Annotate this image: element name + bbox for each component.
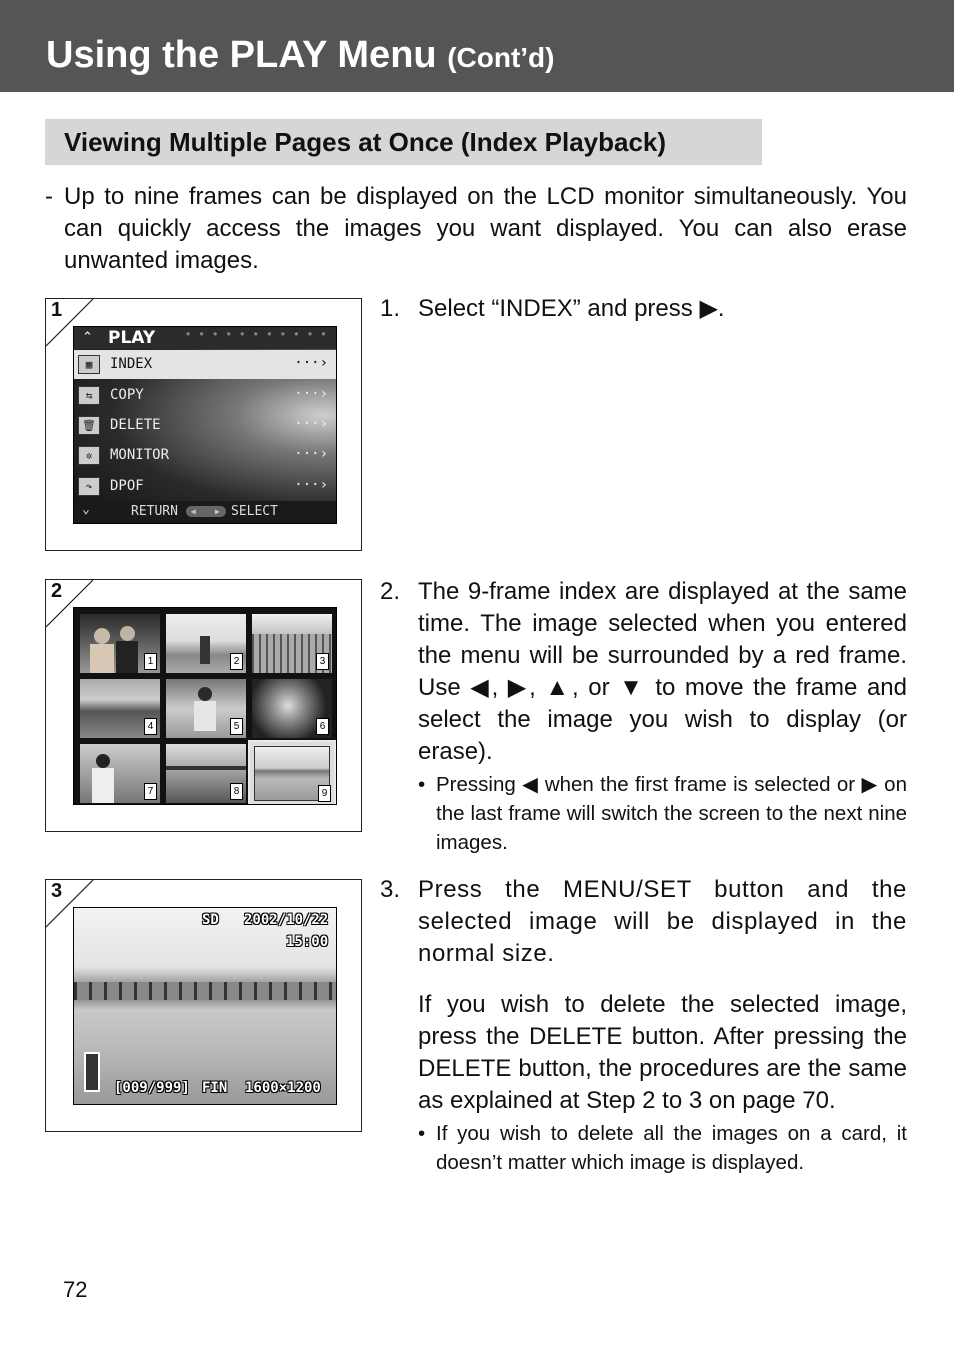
index-thumbnail[interactable]: [166, 744, 246, 803]
time-label: 15:00: [286, 934, 329, 950]
intro-text: Up to nine frames can be displayed on the LCD monitor simultaneously. You can quickly access the images you want displayed. You can also erase unwanted images.: [64, 183, 907, 274]
step-number: 1.: [380, 295, 401, 322]
menu-title: PLAY: [108, 328, 156, 348]
figure-2: [45, 579, 362, 832]
quality-label: FIN: [202, 1080, 228, 1096]
step-text: The 9-frame index are displayed at the same time. The image selected when you entered the menu will be surrounded by a red frame. Use ◀, ▶, ▲, or ▼ to move the frame and select the image you wish to display (or erase).: [418, 578, 907, 765]
step-text: Select “INDEX” and press ▶.: [418, 295, 725, 322]
monitor-icon: ✲: [78, 446, 100, 465]
menu-item-dpof[interactable]: [74, 472, 336, 501]
index-thumbnail[interactable]: [166, 679, 246, 738]
chevron-up-icon: ⌃: [82, 329, 93, 344]
select-label: SELECT: [231, 504, 278, 519]
menu-item-label: DPOF: [110, 478, 144, 494]
index-thumbnail[interactable]: [252, 679, 332, 738]
frame-number: 5: [230, 718, 243, 735]
media-label: SD: [202, 912, 219, 928]
bullet-mark: •: [418, 1122, 426, 1145]
frame-number: 9: [318, 785, 331, 802]
lcd-menu-screen: [73, 326, 337, 524]
note-text: Pressing ◀ when the first frame is selected or ▶ on the last frame will switch the screen to the next nine images.: [436, 773, 907, 854]
frame-number: 3: [316, 653, 329, 670]
step-number: 2.: [380, 578, 401, 605]
page-number: 72: [63, 1277, 88, 1302]
arrow-right-icon: ···›: [294, 386, 328, 402]
figure-3: [45, 879, 362, 1132]
frame-number: 6: [316, 718, 329, 735]
trash-icon: 🗑: [78, 416, 100, 435]
menu-item-copy[interactable]: [74, 381, 336, 410]
lcd-photo-screen: [73, 907, 337, 1105]
copy-icon: ⇆: [78, 386, 100, 405]
dpof-icon: ↷: [78, 477, 100, 496]
menu-item-index[interactable]: [74, 350, 336, 379]
dpad-lr-icon: ◀ ▶: [186, 506, 226, 517]
menu-title-bar: [74, 327, 336, 349]
frame-number: 8: [230, 783, 243, 800]
bullet-mark: •: [418, 773, 426, 796]
step-note: [418, 770, 907, 857]
figure-number: 2: [51, 580, 63, 602]
index-thumbnail[interactable]: [252, 614, 332, 673]
frame-number: 4: [144, 718, 157, 735]
page-title: Using the PLAY Menu (Cont’d): [46, 34, 555, 76]
intro-paragraph: [45, 181, 907, 277]
intro-dash: -: [45, 183, 53, 210]
index-thumbnail[interactable]: [80, 679, 160, 738]
menu-item-label: COPY: [110, 387, 144, 403]
arrow-right-icon: ···›: [294, 477, 328, 493]
date-label: 2002/10/22: [244, 912, 329, 928]
lcd-index-screen: [73, 607, 337, 805]
menu-item-monitor[interactable]: [74, 441, 336, 470]
index-thumbnail[interactable]: [80, 614, 160, 673]
menu-item-label: DELETE: [110, 417, 161, 433]
menu-item-label: INDEX: [110, 356, 153, 372]
note-text: If you wish to delete all the images on a card, it doesn’t matter which image is displayed.: [436, 1122, 907, 1174]
frame-number: 1: [144, 653, 157, 670]
figure-1: [45, 298, 362, 551]
section-title: Viewing Multiple Pages at Once (Index Playback): [64, 127, 667, 157]
page-subtitle: (Cont’d): [447, 42, 555, 73]
page-header: [0, 0, 954, 92]
menu-item-delete[interactable]: [74, 411, 336, 440]
index-icon: ▦: [78, 355, 100, 374]
battery-icon: [84, 1052, 100, 1092]
step-3: [380, 874, 907, 1177]
menu-item-label: MONITOR: [110, 447, 170, 463]
index-thumbnail[interactable]: [166, 614, 246, 673]
section-heading-bar: [45, 119, 762, 165]
figure-number: 1: [51, 299, 63, 321]
arrow-right-icon: ···›: [294, 446, 328, 462]
arrow-right-icon: ···›: [294, 416, 328, 432]
bridge-shape: [74, 982, 336, 1000]
step-text: Press the MENU/SET button and the selected image will be displayed in the normal size.: [418, 876, 907, 967]
index-thumbnail[interactable]: [80, 744, 160, 803]
step-1: [380, 293, 907, 325]
menu-dots-decoration: • • • • • • • • • • •: [186, 327, 329, 341]
frame-counter: [009/999]: [114, 1080, 190, 1096]
arrow-right-icon: ···›: [294, 355, 328, 371]
step-2: [380, 576, 907, 857]
index-thumbnail-selected[interactable]: [248, 740, 336, 805]
chevron-down-icon: ⌄: [82, 502, 90, 517]
figure-number: 3: [51, 880, 63, 902]
step-number: 3.: [380, 876, 401, 903]
frame-number: 7: [144, 783, 157, 800]
step-paragraph: If you wish to delete the selected image, press the DELETE button. After pressing the DELETE button, the procedures are the same as explained at Step 2 to 3 on page 70.: [418, 991, 907, 1114]
menu-footer: [74, 501, 336, 523]
step-note: [418, 1119, 907, 1177]
return-label: RETURN: [131, 504, 178, 519]
image-size-label: 1600×1200: [245, 1080, 321, 1096]
frame-number: 2: [230, 653, 243, 670]
